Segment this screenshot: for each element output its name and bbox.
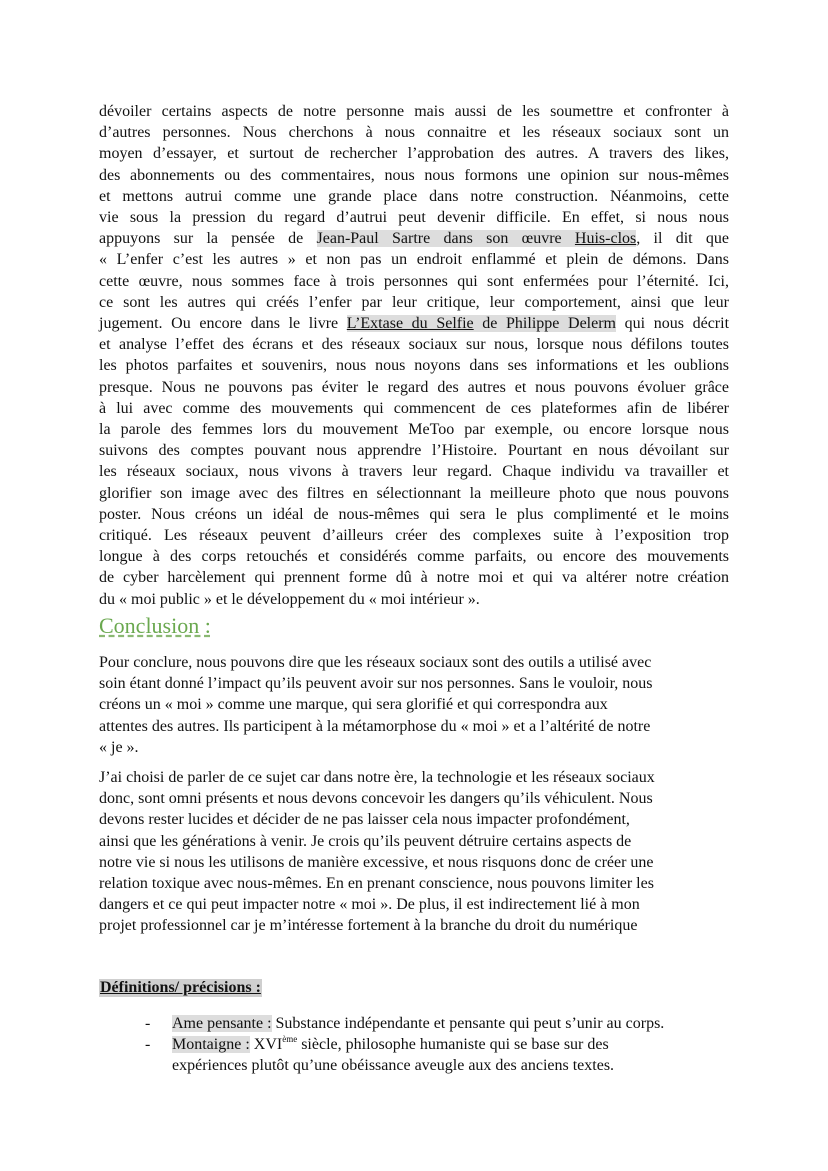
text-run: , il dit que bbox=[636, 230, 730, 248]
text-line: longue à des corps retouchés et considérés comme parfaits, ou encore des mouvements bbox=[99, 548, 729, 566]
text-line: presque. Nous ne pouvons pas éviter le regard des autres et nous pouvons évoluer grâce bbox=[99, 378, 729, 396]
text-line: devons rester lucides et décider de ne pas laisser cela nous impacter profondément, bbox=[99, 811, 630, 829]
text-line bbox=[99, 228, 729, 249]
sartre-reference: Jean-Paul Sartre dans son œuvre bbox=[316, 230, 575, 248]
conclusion-paragraph-2 bbox=[99, 767, 729, 937]
text-line: et mettons autrui comme une grande place dans notre construction. Néanmoins, cette bbox=[99, 187, 729, 205]
text-run: jugement. Ou encore dans le livre bbox=[99, 315, 347, 333]
text-line: Pour conclure, nous pouvons dire que les réseaux sociaux sont des outils a utilisé avec bbox=[99, 654, 652, 671]
delerm-reference: de Philippe Delerm bbox=[473, 315, 616, 333]
text-line: la parole des femmes lors du mouvement MeToo par exemple, ou encore lorsque nous bbox=[99, 421, 729, 439]
definition-text: expériences plutôt qu’une obéissance aveugle aux des anciens textes. bbox=[172, 1057, 615, 1075]
definition-text: siècle, philosophe humaniste qui se base sur des bbox=[297, 1036, 609, 1054]
bullet-dash: - bbox=[145, 1015, 151, 1032]
huis-clos-title: Huis-clos bbox=[574, 230, 637, 248]
text-line: « L’enfer c’est les autres » et non pas un endroit enflammé et plein de démons. Dans bbox=[99, 251, 729, 269]
text-run: appuyons sur la pensée de bbox=[99, 230, 317, 248]
bullet-dash: - bbox=[145, 1036, 151, 1054]
text-line: les photos parfaites et souvenirs, nous nous noyons dans ses informations et les oublions bbox=[99, 357, 729, 375]
body-paragraph bbox=[99, 101, 729, 610]
list-item bbox=[140, 1013, 740, 1034]
text-line: glorifier son image avec des filtres en sélectionnant la meilleure photo que nous pouvons bbox=[99, 484, 729, 502]
text-line: attentes des autres. Ils participent à la métamorphose du « moi » et a l’altérité de notre bbox=[99, 717, 651, 735]
text-line: ainsi que les générations à venir. Je crois qu’ils peuvent détruire certains aspects de bbox=[99, 832, 632, 850]
text-line: créons un « moi » comme une marque, qui sera glorifié et qui correspondra aux bbox=[99, 696, 608, 714]
text-line: relation toxique avec nous-mêmes. En en prenant conscience, nous pouvons limiter les bbox=[99, 875, 654, 893]
text-line: et analyse l’effet des écrans et des réseaux sociaux sur nous, lorsque nous défilons toutes bbox=[99, 336, 729, 354]
definition-text: Substance indépendante et pensante qui peut s’unir au corps. bbox=[271, 1015, 665, 1032]
superscript: ème bbox=[282, 1034, 298, 1045]
text-line: critiqué. Les réseaux peuvent d’ailleurs créer des complexes suite à l’exposition trop bbox=[99, 527, 729, 545]
text-line: de cyber harcèlement qui prennent forme dû à notre moi et qui va altérer notre création bbox=[99, 569, 729, 587]
text-line: suivons des comptes pouvant nous apprendre l’Histoire. Pourtant en nous dévoilant sur bbox=[99, 442, 729, 460]
text-line: des abonnements ou des commentaires, nous nous formons une opinion sur nous-mêmes bbox=[99, 166, 729, 184]
text-line: poster. Nous créons un idéal de nous-mêmes qui sera le plus complimenté et le moins bbox=[99, 505, 729, 523]
conclusion-paragraph-1 bbox=[99, 652, 729, 758]
definitions-heading: Définitions/ précisions : bbox=[100, 979, 261, 996]
text-line: cette œuvre, nous sommes face à trois personnes qui sont enfermées pour l’éternité. Ici, bbox=[99, 272, 729, 290]
text-line: moyen d’essayer, et surtout de rechercher l’approbation des autres. A travers des likes, bbox=[99, 145, 729, 163]
list-item bbox=[140, 1034, 740, 1076]
text-line: vie sous la pression du regard d’autrui peut devenir difficile. En effet, si nous nous bbox=[99, 209, 729, 227]
definitions-list bbox=[140, 1013, 740, 1077]
text-line: dangers et ce qui peut impacter notre « moi ». De plus, il est indirectement lié à mon bbox=[99, 896, 640, 914]
text-line: notre vie si nous les utilisons de manière excessive, et nous risquons donc de créer une bbox=[99, 853, 654, 871]
text-run: qui nous décrit bbox=[616, 315, 730, 333]
definition-term: Ame pensante : bbox=[172, 1015, 272, 1032]
text-line bbox=[99, 313, 729, 334]
text-line: dévoiler certains aspects de notre personne mais aussi de les soumettre et confronter à bbox=[99, 103, 729, 120]
text-line: du « moi public » et le développement du « moi intérieur ». bbox=[99, 590, 480, 608]
text-line: projet professionnel car je m’intéresse fortement à la branche du droit du numérique bbox=[99, 917, 638, 935]
text-line: « je ». bbox=[99, 738, 139, 756]
extase-du-selfie-title: L’Extase du Selfie bbox=[346, 315, 474, 333]
text-line: soin étant donné l’impact qu’ils peuvent avoir sur nos personnes. Sans le vouloir, nous bbox=[99, 675, 653, 693]
text-line: J’ai choisi de parler de ce sujet car dans notre ère, la technologie et les réseaux sociaux bbox=[99, 769, 655, 786]
text-line: ce sont les autres qui créés l’enfer par leur critique, leur comportement, ainsi que leur bbox=[99, 293, 729, 311]
definition-text: XVI bbox=[249, 1036, 283, 1054]
text-line: les réseaux sociaux, nous vivons à travers leur regard. Chaque individu va travailler et bbox=[99, 463, 729, 481]
text-line: d’autres personnes. Nous cherchons à nous connaitre et les réseaux sociaux sont un bbox=[99, 124, 729, 142]
definition-term: Montaigne : bbox=[172, 1036, 250, 1054]
conclusion-heading: Conclusion : bbox=[99, 613, 211, 638]
text-line: à lui avec comme des mouvements qui commencent de ces plateformes afin de libérer bbox=[99, 399, 729, 417]
text-line: donc, sont omni présents et nous devons concevoir les dangers qu’ils véhiculent. Nous bbox=[99, 790, 653, 808]
